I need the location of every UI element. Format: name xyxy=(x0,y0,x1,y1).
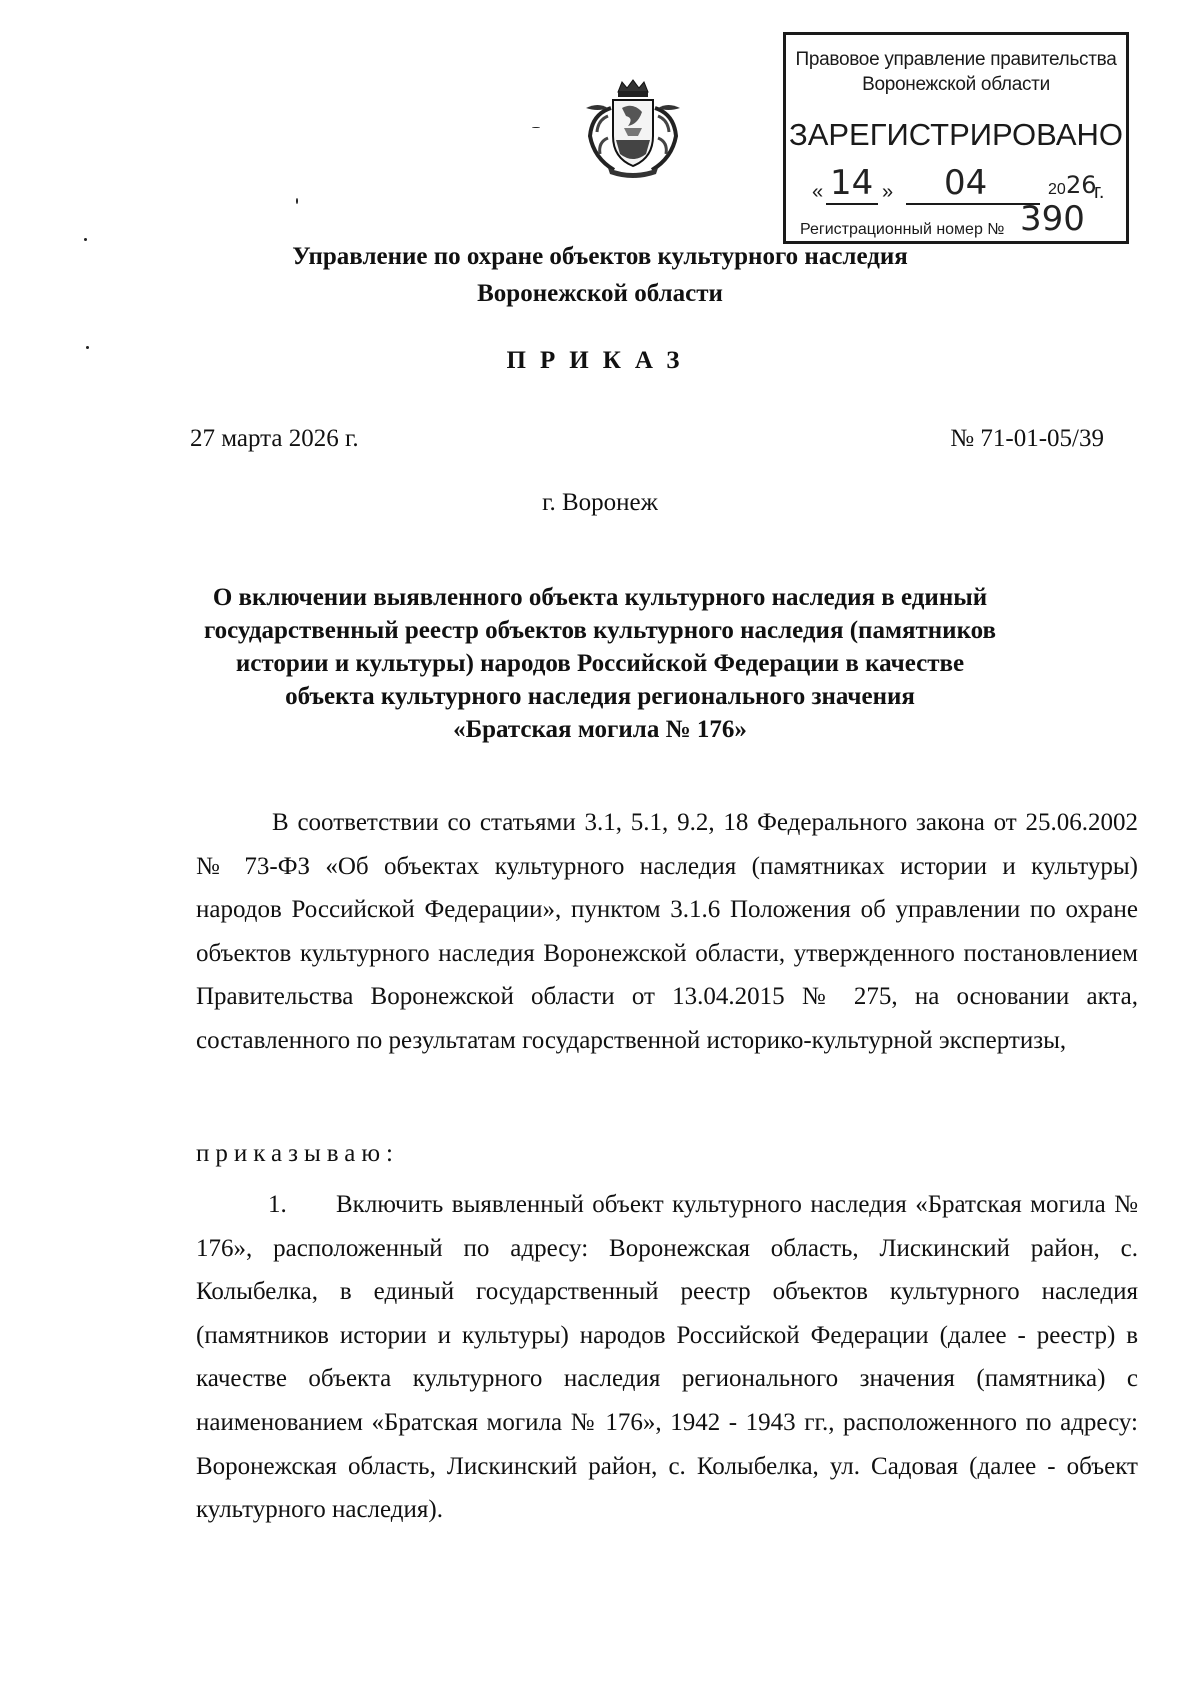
stamp-day: 14 xyxy=(830,163,874,203)
title-line4: объекта культурного наследия регионального значения xyxy=(285,683,915,710)
preamble-paragraph: В соответствии со статьями 3.1, 5.1, 9.2, 18 Федерального закона от 25.06.2002 № 73-ФЗ «Об объектах культурного наследия (памятниках истории и культуры) народов Российской Федерации», пунктом 3.1.6 Положения об управлении по охране объектов культурного наследия Воронежской области, утвержденного постановлением Правительства Воронежской области от 13.04.2015 № 275, на основании акта, составленного по результатам государственной историко-культурной экспертизы, xyxy=(196,809,1138,1054)
title-line5: «Братская могила № 176» xyxy=(453,716,747,743)
item-1-number: 1. xyxy=(268,1191,287,1218)
title-line1: О включении выявленного объекта культурного наследия в единый xyxy=(212,584,988,611)
item-1-text: Включить выявленный объект культурного наследия «Братская могила № 176», расположенный по адресу: Воронежская область, Лискинский район, с. Колыбелка, в единый государственный реестр объектов культурного наследия (памятников истории и культуры) народов Российской Федерации (далее - реестр) в качестве объекта культурного наследия регионального значения (памятника) с наименованием «Братская могила № 176», 1942 - 1943 гг., расположенного по адресу: Воронежская область, Лискинский район, с. Колыбелка, ул. Садовая (далее - объект культурного наследия). xyxy=(196,1191,1138,1524)
stamp-authority-line1: Правовое управление правительства xyxy=(795,49,1117,70)
agency-line2: Воронежской области xyxy=(477,280,723,307)
stamp-year-suffix: 26 xyxy=(1066,171,1097,199)
stamp-authority-line2: Воронежской области xyxy=(862,74,1050,95)
voronezh-coat-of-arms-icon xyxy=(578,78,688,178)
stamp-status: ЗАРЕГИСТРИРОВАНО xyxy=(788,117,1123,152)
order-title xyxy=(180,581,1020,746)
agency-line1: Управление по охране объектов культурного наследия xyxy=(292,243,908,270)
title-line3: истории и культуры) народов Российской Федерации в качестве xyxy=(235,650,965,677)
registration-stamp xyxy=(783,32,1129,244)
order-number: № 71-01-05/39 xyxy=(950,425,1104,452)
title-line2: государственный реестр объектов культурного наследия (памятников xyxy=(203,617,997,644)
stamp-reg-number: 390 xyxy=(1020,199,1085,239)
order-date: 27 марта 2026 г. xyxy=(190,425,359,452)
stamp-day-underline xyxy=(826,203,878,205)
city: г. Воронеж xyxy=(542,489,658,516)
item-1-paragraph xyxy=(196,1183,1138,1532)
stamp-month: 04 xyxy=(944,163,988,203)
stamp-year-unit: г. xyxy=(1094,181,1105,203)
stamp-authority xyxy=(786,47,1126,97)
stamp-reg-label: Регистрационный номер № xyxy=(800,221,1005,238)
agency-name xyxy=(0,238,1200,312)
stamp-year-prefix: 20 xyxy=(1048,181,1066,198)
stamp-quote-close: » xyxy=(882,181,894,203)
orders-verb: приказываю: xyxy=(196,1140,399,1167)
stamp-quote-open: « xyxy=(812,181,824,203)
document-type: ПРИКАЗ xyxy=(506,347,694,374)
